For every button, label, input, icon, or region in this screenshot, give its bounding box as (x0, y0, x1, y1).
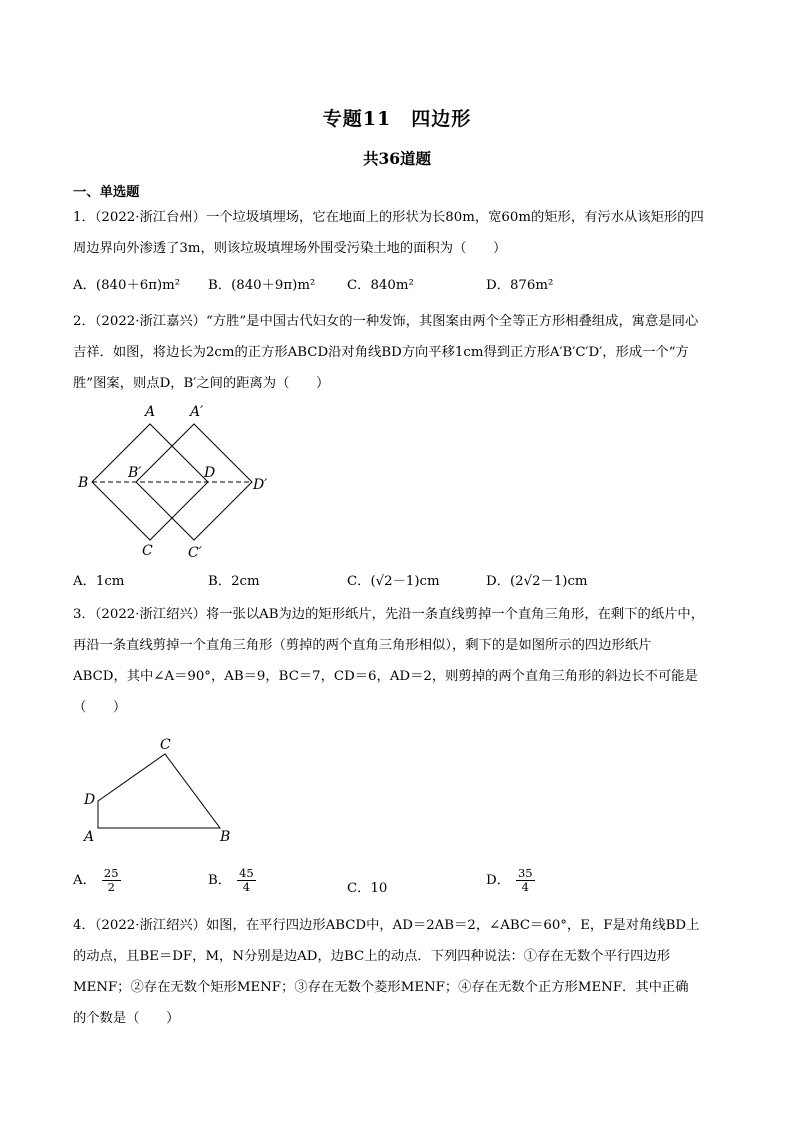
q4-line-3: MENF；②存在无数个矩形MENF；③存在无数个菱形MENF；④存在无数个正方形MENF．其中正确 (73, 980, 689, 995)
label-c: C (142, 543, 153, 559)
q2-line-2: 吉祥．如图，将边长为2cm的正方形ABCD沿对角线BD方向平移1cm得到正方形A′B′C′D′，形成一个“方 (73, 345, 689, 360)
q3-choice-b-fraction (237, 867, 256, 894)
q3-choice-a-fraction (102, 867, 121, 894)
square-abcd-prime (136, 424, 252, 540)
q2-choice-c: C．(√2－1)cm (347, 574, 440, 589)
q2-figure-fangsheng (70, 398, 280, 566)
q3-choice-b-prefix: B． (208, 873, 232, 888)
q3-choice-c: C．10 (347, 881, 388, 896)
q3-choice-d-fraction (516, 867, 535, 894)
section-heading: 一、单选题 (73, 185, 140, 200)
q2-choice-b: B．2cm (208, 574, 260, 589)
q3-choice-a-prefix: A． (73, 873, 96, 888)
label-b: B (78, 475, 89, 491)
q2-line-3: 胜”图案，则点D，B′之间的距离为（ ） (73, 376, 330, 391)
label-c: C (160, 737, 171, 753)
quadrilateral-abcd (98, 754, 220, 828)
page-title: 专题11 四边形 (322, 108, 472, 130)
q3-choice-a (73, 867, 121, 894)
q1-line-2: 周边界向外渗透了3m，则该垃圾填埋场外围受污染土地的面积为（ ） (73, 241, 507, 256)
label-a: A (145, 404, 156, 420)
label-d: D (84, 792, 96, 808)
q3-line-4: （ ） (73, 700, 127, 715)
q3-figure-quadrilateral (80, 735, 240, 847)
label-a: A (84, 829, 95, 845)
q4-line-2: 的动点，且BE＝DF，M，N分别是边AD，边BC上的动点．下列四种说法：①存在无数个平行四边形 (73, 949, 671, 964)
q2-choice-a: A．1cm (73, 574, 125, 589)
label-b-prime: B′ (128, 465, 142, 481)
label-d: D (204, 465, 216, 481)
fraction-denominator: 2 (107, 880, 115, 894)
page-subtitle: 共36道题 (362, 149, 432, 168)
q3-choice-d (486, 867, 535, 894)
q1-choice-d: D．876m² (486, 278, 554, 293)
q1-choice-b: B．(840＋9π)m² (208, 278, 316, 293)
q2-line-1: 2．（2022·浙江嘉兴）“方胜”是中国古代妇女的一种发饰，其图案由两个全等正方形相叠组成，寓意是同心 (73, 314, 699, 329)
fraction-numerator: 25 (103, 866, 119, 880)
label-c-prime: C′ (188, 545, 202, 561)
q4-line-4: 的个数是（ ） (73, 1011, 180, 1026)
fraction-denominator: 4 (521, 880, 529, 894)
fraction-numerator: 45 (239, 866, 254, 880)
q3-line-3: ABCD，其中∠A＝90°，AB＝9，BC＝7，CD＝6，AD＝2，则剪掉的两个直角三角形的斜边长不可能是 (73, 669, 698, 684)
label-d-prime: D′ (253, 477, 268, 493)
q1-choice-c: C．840m² (347, 278, 414, 293)
label-b: B (220, 829, 231, 845)
q3-line-1: 3．（2022·浙江绍兴）将一张以AB为边的矩形纸片，先沿一条直线剪掉一个直角三角形，在剩下的纸片中， (73, 607, 705, 622)
q3-line-2: 再沿一条直线剪掉一个直角三角形（剪掉的两个直角三角形相似），剩下的是如图所示的四边形纸片 (73, 638, 652, 653)
fraction-numerator: 35 (517, 866, 533, 880)
q4-line-1: 4．（2022·浙江绍兴）如图，在平行四边形ABCD中，AD＝2AB＝2，∠ABC＝60°，E，F是对角线BD上 (73, 918, 700, 933)
q2-choice-d: D．(2√2－1)cm (486, 574, 588, 589)
q3-choice-d-prefix: D． (486, 873, 510, 888)
q1-choice-a: A．(840＋6π)m² (73, 278, 181, 293)
fraction-denominator: 4 (242, 880, 251, 894)
label-a-prime: A′ (190, 404, 204, 420)
q1-line-1: 1．（2022·浙江台州）一个垃圾填埋场，它在地面上的形状为长80m，宽60m的矩形，有污水从该矩形的四 (73, 210, 704, 225)
q3-choice-b (208, 867, 256, 894)
